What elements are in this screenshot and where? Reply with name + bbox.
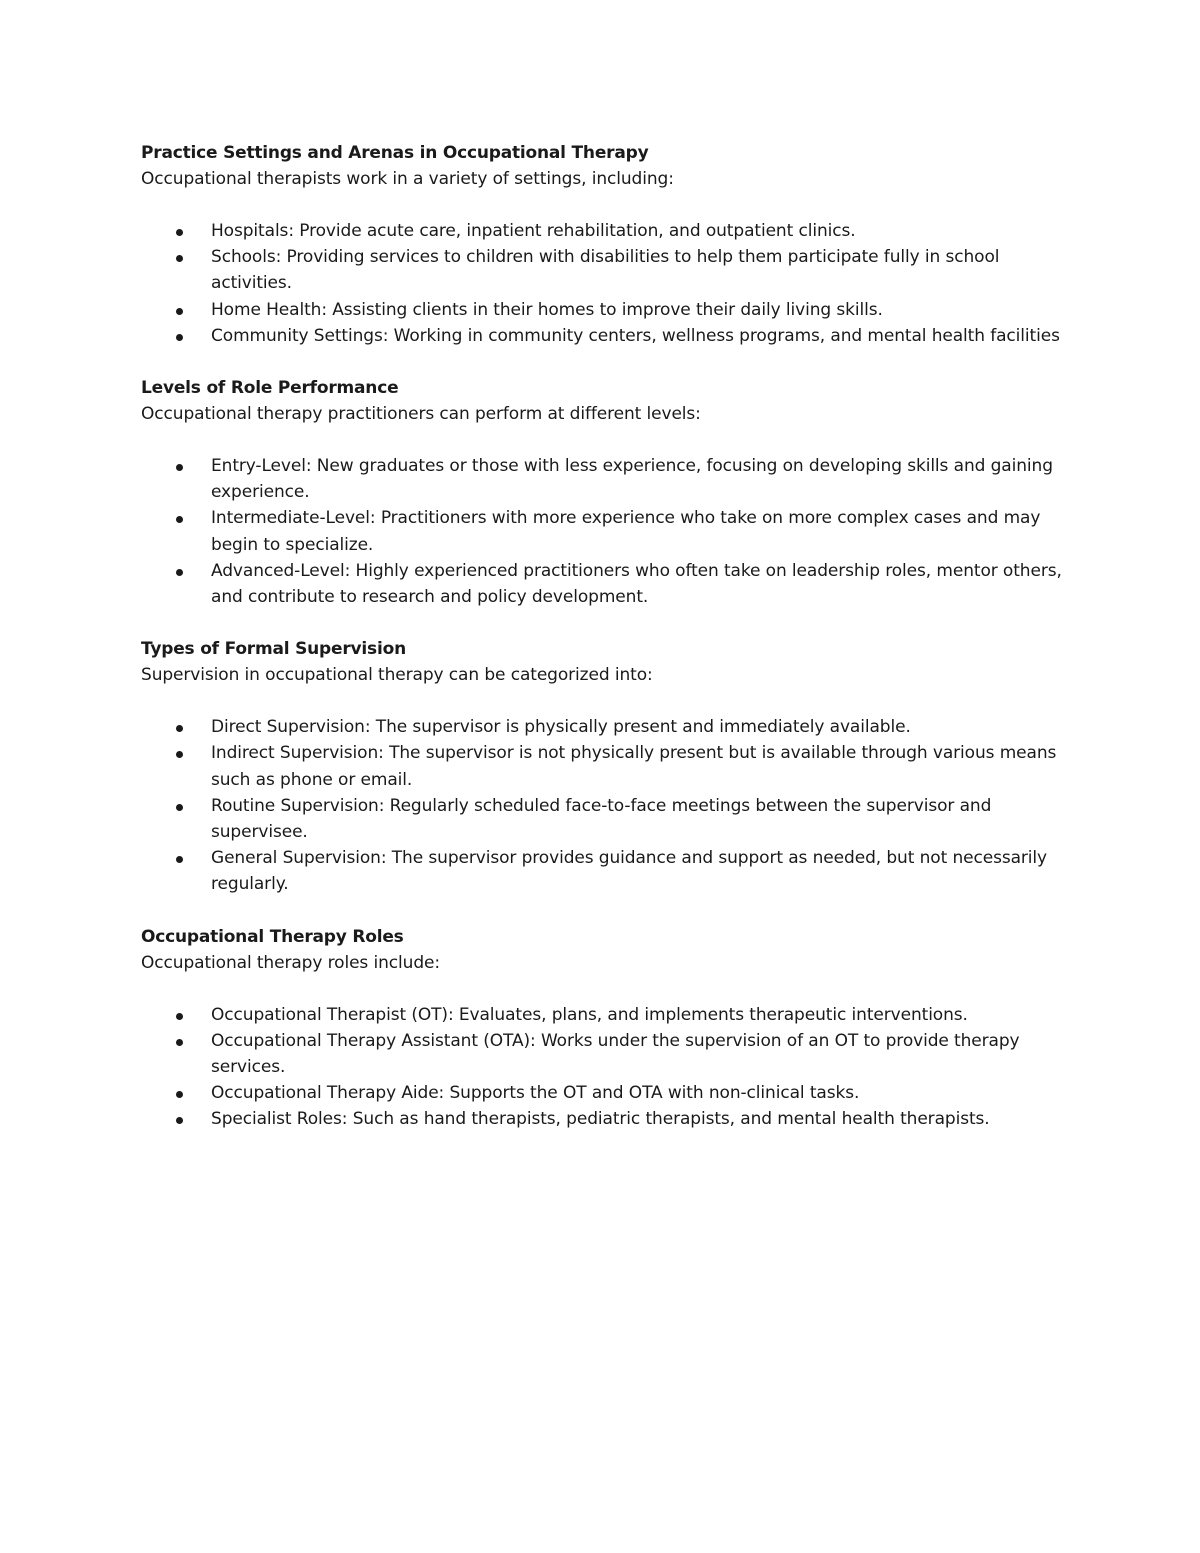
section-intro: Occupational therapy roles include: (141, 952, 441, 973)
bullet-icon (176, 334, 183, 341)
list-item-text: Community Settings: Working in community centers, wellness programs, and mental health facilities (211, 325, 1060, 346)
list-item (141, 505, 1081, 557)
bullet-icon (176, 255, 183, 262)
list-item-text: Intermediate-Level: Practitioners with more experience who take on more complex cases and may begin to specialize. (211, 508, 1041, 555)
bullet-icon (176, 751, 183, 758)
section-heading: Levels of Role Performance (141, 378, 399, 399)
list-item-text: Home Health: Assisting clients in their homes to improve their daily living skills. (211, 299, 883, 320)
bullet-icon (176, 856, 183, 863)
list-item (141, 793, 1081, 845)
list-item (141, 1106, 1081, 1132)
bullet-icon (176, 516, 183, 523)
bullet-icon (176, 1039, 183, 1046)
section-occupational-therapy-roles (141, 924, 1081, 1133)
bullet-icon (176, 804, 183, 811)
list-item (141, 558, 1081, 610)
section-intro: Occupational therapy practitioners can perform at different levels: (141, 404, 701, 425)
list-item-text: Schools: Providing services to children with disabilities to help them participate fully in school activities. (211, 247, 1000, 294)
list-item-text: Entry-Level: New graduates or those with less experience, focusing on developing skills and gaining experience. (211, 456, 1053, 503)
bullet-icon (176, 464, 183, 471)
bullet-list (141, 453, 1081, 610)
bullet-list (141, 1002, 1081, 1133)
bullet-icon (176, 1013, 183, 1020)
bullet-icon (176, 725, 183, 732)
list-item-text: Direct Supervision: The supervisor is physically present and immediately available. (211, 717, 911, 738)
list-item (141, 297, 1081, 323)
section-intro: Occupational therapists work in a variety of settings, including: (141, 169, 674, 189)
list-item (141, 1080, 1081, 1106)
bullet-icon (176, 1117, 183, 1124)
bullet-list (141, 714, 1081, 897)
list-item (141, 1028, 1081, 1080)
section-types-of-formal-supervision (141, 636, 1081, 897)
list-item (141, 218, 1081, 244)
bullet-list (141, 218, 1081, 349)
list-item (141, 323, 1081, 349)
section-heading: Practice Settings and Arenas in Occupational Therapy (141, 143, 649, 163)
list-item-text: General Supervision: The supervisor provides guidance and support as needed, but not necessarily regularly. (211, 848, 1048, 895)
list-item-text: Advanced-Level: Highly experienced practitioners who often take on leadership roles, mentor others, and contribute to research and policy development. (211, 560, 1062, 608)
bullet-icon (176, 229, 183, 236)
list-item (141, 1002, 1081, 1028)
section-levels-of-role-performance (141, 375, 1081, 610)
list-item (141, 244, 1081, 296)
section-practice-settings (141, 140, 1081, 349)
list-item-text: Specialist Roles: Such as hand therapists, pediatric therapists, and mental health therapists. (211, 1109, 990, 1130)
list-item (141, 740, 1081, 792)
list-item-text: Occupational Therapist (OT): Evaluates, plans, and implements therapeutic interventions. (211, 1004, 968, 1025)
list-item (141, 845, 1081, 897)
list-item-text: Indirect Supervision: The supervisor is not physically present but is available through various means such as phone or email. (211, 743, 1057, 790)
list-item (141, 714, 1081, 740)
document-page (141, 140, 1081, 1159)
section-heading: Occupational Therapy Roles (141, 926, 404, 947)
list-item-text: Routine Supervision: Regularly scheduled face-to-face meetings between the supervisor and supervisee. (211, 795, 992, 843)
section-heading: Types of Formal Supervision (141, 639, 406, 660)
list-item-text: Hospitals: Provide acute care, inpatient rehabilitation, and outpatient clinics. (211, 221, 856, 241)
list-item-text: Occupational Therapy Aide: Supports the OT and OTA with non-clinical tasks. (211, 1083, 860, 1104)
section-intro: Supervision in occupational therapy can be categorized into: (141, 665, 653, 686)
list-item-text: Occupational Therapy Assistant (OTA): Works under the supervision of an OT to provide therapy services. (211, 1030, 1020, 1078)
bullet-icon (176, 569, 183, 576)
list-item (141, 453, 1081, 505)
bullet-icon (176, 308, 183, 315)
bullet-icon (176, 1091, 183, 1098)
